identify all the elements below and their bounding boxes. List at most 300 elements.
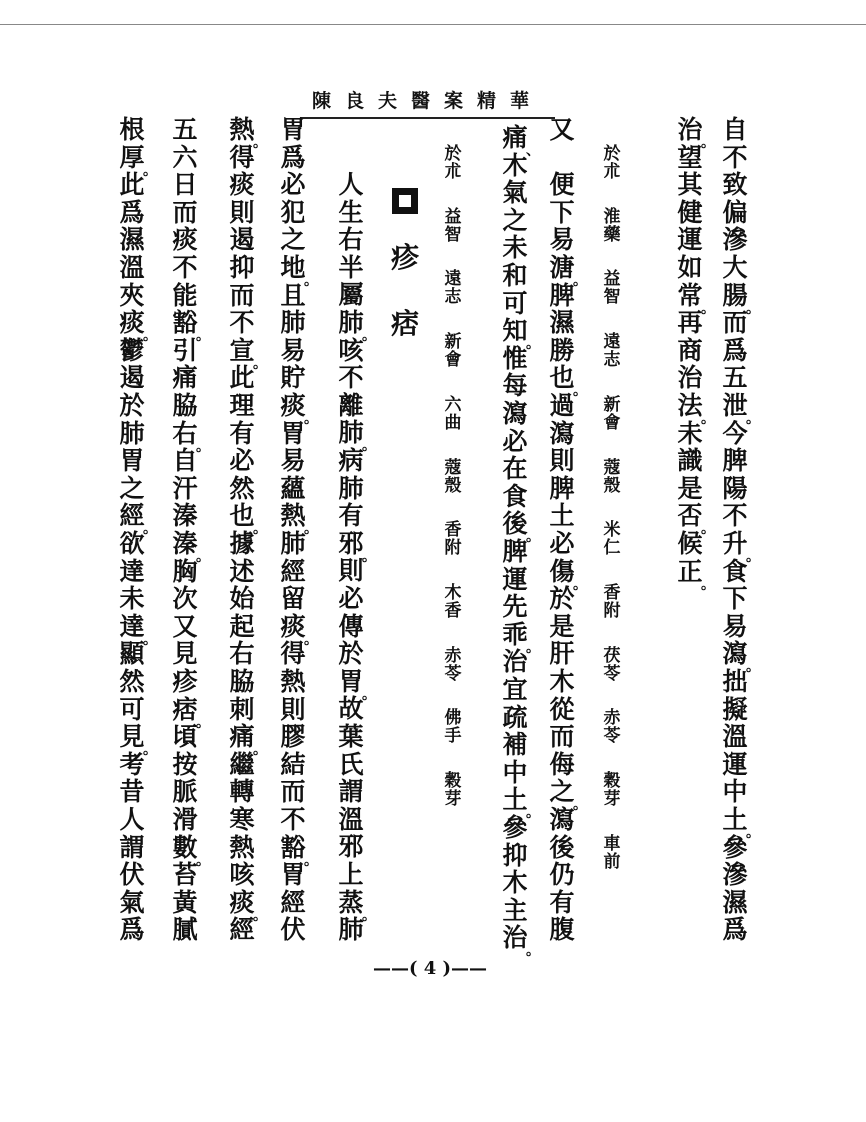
character: 上: [338, 860, 364, 889]
character: 可: [119, 694, 145, 724]
herb-item: 於 朮: [603, 144, 621, 182]
section-heading-char-2: 痞: [390, 307, 419, 340]
character: 中: [502, 757, 528, 787]
character: 必: [280, 170, 306, 200]
character: 下: [722, 584, 748, 614]
character: 寒: [229, 805, 255, 834]
character: 日: [172, 170, 198, 200]
character: 運: [722, 749, 748, 779]
character: 昔: [119, 777, 145, 807]
character: 邪: [338, 832, 364, 862]
character: 半: [338, 252, 364, 282]
character: 溫: [338, 804, 364, 834]
character: 右: [229, 639, 255, 669]
character: 痰: [280, 391, 306, 420]
character: 厚: [119, 142, 145, 172]
character: 易: [549, 225, 575, 255]
character: 汗: [172, 473, 198, 503]
punctuation-mark: 。: [701, 300, 715, 317]
character: 治: [677, 363, 703, 393]
character: 生: [338, 197, 364, 227]
character: 五: [722, 363, 748, 393]
character: 食: [502, 481, 528, 511]
character: 拙: [722, 667, 748, 696]
character: 之: [549, 777, 575, 807]
character: 葉: [338, 722, 364, 751]
prescription-1: [600, 0, 624, 900]
character: 蒸: [338, 887, 364, 917]
character: 痰: [229, 170, 255, 200]
character: 法: [677, 391, 703, 420]
character: 又: [549, 115, 575, 144]
herb-item: 蔻 殼: [444, 457, 462, 496]
character: 望: [677, 142, 703, 172]
character: 貯: [280, 363, 306, 393]
character: 留: [280, 584, 306, 614]
character: 常: [677, 280, 703, 310]
punctuation-mark: 。: [196, 852, 210, 869]
character: 右: [172, 418, 198, 448]
punctuation-mark: 。: [143, 328, 157, 345]
character: 則: [229, 197, 255, 227]
character: 不: [722, 501, 748, 531]
character: 則: [280, 694, 306, 724]
punctuation-mark: 。: [746, 549, 760, 565]
herb-item: 遠 志: [603, 332, 621, 371]
character: 咳: [338, 335, 364, 365]
punctuation-mark: 。: [304, 411, 318, 427]
text-column-6: [276, 0, 320, 960]
character: 之: [119, 473, 145, 503]
text-column-8: [168, 0, 212, 960]
character: 未: [502, 233, 528, 263]
character: 再: [677, 308, 703, 338]
character: 陽: [722, 473, 748, 503]
character: 爲: [722, 335, 748, 365]
character: 在: [502, 454, 528, 484]
character: 濕: [722, 887, 748, 917]
character: 然: [229, 473, 255, 503]
character: 其: [677, 170, 703, 200]
punctuation-mark: 。: [304, 521, 318, 538]
punctuation-mark: 。: [304, 631, 318, 648]
character: 熱: [229, 115, 255, 144]
character: 宣: [229, 335, 255, 365]
character: 故: [338, 694, 364, 724]
character: 不: [229, 308, 255, 338]
punctuation-mark: 。: [253, 521, 267, 538]
character: 伏: [119, 860, 145, 890]
character: 濕: [549, 308, 575, 338]
character: 木: [502, 868, 528, 898]
character: 運: [677, 225, 703, 255]
herb-item: 米 仁: [603, 520, 621, 559]
text-column-1: [718, 0, 762, 960]
character: 瀉: [549, 805, 575, 834]
character: 未: [677, 418, 703, 448]
herb-item: 益 智: [603, 269, 621, 308]
punctuation-mark: 。: [701, 576, 715, 593]
character: 後: [502, 509, 528, 539]
character: 見: [172, 639, 198, 669]
character: 下: [549, 197, 575, 227]
punctuation-mark: 。: [362, 328, 376, 344]
character: 脇: [172, 391, 198, 420]
character: 有: [549, 887, 575, 917]
character: 偏: [722, 197, 748, 227]
character: 據: [229, 529, 255, 558]
character: 爲: [119, 197, 145, 227]
herb-item: 赤 苓: [603, 708, 621, 747]
character: 始: [229, 584, 255, 614]
character: 五: [172, 115, 198, 144]
character: 得: [229, 142, 255, 172]
character: 謂: [338, 777, 364, 807]
character: 謂: [119, 832, 145, 862]
character: 而: [549, 722, 575, 752]
punctuation-mark: 。: [701, 411, 715, 427]
character: 氣: [119, 887, 145, 917]
character: 惟: [502, 343, 528, 373]
text-column-7: [225, 0, 269, 960]
character: 健: [677, 197, 703, 227]
character: 豁: [172, 308, 198, 338]
character: 必: [502, 426, 528, 456]
character: 痰: [229, 887, 255, 917]
character: 便: [549, 170, 575, 200]
section-marker-icon: [392, 188, 418, 214]
character: 此: [229, 363, 255, 393]
punctuation-mark: 。: [253, 355, 267, 372]
character: 邪: [338, 528, 364, 558]
herb-item: 益 智: [444, 206, 462, 245]
character: 有: [229, 418, 255, 448]
character: 必: [338, 584, 364, 613]
character: 熱: [229, 832, 255, 862]
character: 屬: [338, 280, 364, 310]
character: 之: [280, 225, 306, 255]
punctuation-mark: 。: [573, 383, 587, 400]
character: 致: [722, 170, 748, 200]
punctuation-mark: 。: [253, 742, 267, 759]
character: 鬱: [119, 335, 145, 365]
character: 痞: [172, 694, 198, 724]
punctuation-mark: 。: [304, 273, 318, 289]
punctuation-mark: 。: [253, 907, 267, 924]
character: 經: [280, 556, 306, 586]
character: 欲: [119, 529, 145, 558]
page-number: ——( 4 )——: [372, 958, 488, 979]
character: 而: [172, 197, 198, 227]
character: 脾: [549, 473, 575, 503]
character: 起: [229, 611, 255, 641]
character: 自: [172, 446, 198, 476]
punctuation-mark: 。: [143, 162, 157, 179]
character: 傳: [338, 611, 364, 641]
punctuation-mark: 。: [701, 135, 715, 151]
character: 胸: [172, 556, 198, 586]
herb-item: 穀 芽: [603, 771, 621, 809]
character: 可: [502, 288, 528, 318]
character: 痛: [172, 363, 198, 393]
character: 溱: [172, 501, 198, 531]
character: 勝: [549, 335, 575, 365]
herb-item: 六 曲: [444, 394, 462, 433]
character: 顯: [119, 639, 145, 669]
character: 滲: [722, 860, 748, 890]
character: 必: [549, 529, 575, 558]
character: 傷: [549, 556, 575, 586]
character: 人: [338, 170, 364, 199]
character: 滑: [172, 805, 198, 834]
character: 治: [502, 923, 528, 953]
character: 述: [229, 556, 255, 586]
character: 繼: [229, 749, 255, 779]
character: 參: [502, 813, 528, 842]
herb-item: 車 前: [603, 833, 621, 872]
character: 理: [229, 391, 255, 420]
section-heading-char-1: 疹: [390, 241, 419, 274]
character: 爲: [722, 915, 748, 945]
punctuation-mark: 。: [362, 686, 376, 703]
herb-item: 茯 苓: [603, 645, 621, 684]
character: 豁: [280, 832, 306, 862]
character: 瀉: [502, 399, 528, 428]
punctuation-mark: 。: [701, 521, 715, 538]
character: 腹: [549, 915, 575, 945]
character: 痰: [172, 225, 198, 255]
character: 自: [722, 115, 748, 144]
character: 肝: [549, 639, 575, 669]
punctuation-mark: 。: [746, 411, 760, 427]
text-column-5: [334, 0, 378, 960]
punctuation-mark: 。: [526, 943, 540, 960]
character: 爲: [280, 142, 306, 172]
character: 抑: [502, 840, 528, 870]
character: 氏: [338, 749, 364, 779]
character: 仍: [549, 860, 575, 890]
herb-item: 蔻 殼: [603, 457, 621, 496]
character: 咳: [229, 860, 255, 890]
punctuation-mark: 。: [196, 714, 210, 731]
character: 而: [722, 308, 748, 338]
punctuation-mark: 。: [196, 549, 210, 565]
character: 土: [722, 805, 748, 834]
character: 腸: [722, 280, 748, 310]
character: 肺: [280, 308, 306, 338]
character: 疹: [172, 667, 198, 696]
character: 地: [280, 253, 306, 282]
character: 而: [280, 777, 306, 807]
character: 右: [338, 225, 364, 255]
character: 也: [229, 501, 255, 531]
text-column-3: [545, 0, 589, 960]
character: 次: [172, 584, 198, 614]
character: 此: [119, 170, 145, 200]
character: 肺: [338, 418, 364, 448]
character: 治: [677, 115, 703, 144]
herb-item: 穀 芽: [444, 771, 462, 809]
character: 有: [338, 501, 364, 531]
character: 否: [677, 501, 703, 531]
character: 瀉: [549, 418, 575, 448]
character: 每: [502, 371, 528, 401]
herb-item: 香 附: [444, 520, 462, 559]
character: 泄: [722, 391, 748, 420]
character: 土: [549, 501, 575, 531]
character: 經: [280, 887, 306, 917]
punctuation-mark: 。: [526, 639, 540, 656]
character: 按: [172, 749, 198, 779]
character: 脈: [172, 777, 198, 807]
character: 離: [338, 390, 364, 420]
character: 脾: [722, 446, 748, 476]
character: 痛: [502, 123, 528, 152]
character: 不: [722, 142, 748, 172]
character: 達: [119, 556, 145, 586]
punctuation-mark: 。: [304, 852, 318, 869]
character: 商: [677, 335, 703, 365]
punctuation-mark: 。: [143, 742, 157, 759]
character: 土: [502, 785, 528, 815]
character: 六: [172, 142, 198, 172]
character: 溫: [119, 253, 145, 282]
punctuation-mark: 。: [746, 825, 760, 841]
character: 主: [502, 895, 528, 925]
punctuation-mark: 。: [746, 300, 760, 317]
character: 參: [722, 832, 748, 862]
character: 大: [722, 253, 748, 282]
character: 濕: [119, 225, 145, 255]
character: 蘊: [280, 473, 306, 503]
character: 溱: [172, 529, 198, 558]
prescription-2: [441, 0, 465, 900]
punctuation-mark: 。: [196, 328, 210, 345]
text-column-4: [498, 0, 542, 960]
character: 過: [549, 391, 575, 420]
character: 治: [502, 647, 528, 677]
character: 木: [502, 150, 528, 180]
punctuation-mark: 。: [573, 273, 587, 289]
character: 膩: [172, 915, 198, 945]
character: 黃: [172, 887, 198, 917]
punctuation-mark: 。: [362, 907, 376, 924]
character: 胃: [338, 666, 364, 696]
character: 運: [502, 564, 528, 594]
character: 於: [338, 639, 364, 669]
punctuation-mark: 。: [573, 576, 587, 593]
character: 爲: [119, 915, 145, 945]
punctuation-mark: 。: [253, 135, 267, 151]
punctuation-mark: 。: [526, 805, 540, 822]
character: 胃: [280, 860, 306, 890]
punctuation-mark: 、: [526, 143, 540, 159]
character: 轉: [229, 777, 255, 807]
character: 於: [119, 391, 145, 420]
character: 肺: [119, 418, 145, 448]
character: 不: [172, 253, 198, 282]
character: 升: [722, 529, 748, 558]
character: 則: [338, 556, 364, 586]
character: 和: [502, 261, 528, 290]
character: 未: [119, 584, 145, 614]
character: 抑: [229, 253, 255, 282]
character: 必: [229, 446, 255, 476]
character: 又: [172, 611, 198, 641]
character: 侮: [549, 749, 575, 779]
character: 易: [280, 446, 306, 476]
character: 瀉: [722, 639, 748, 669]
character: 脇: [229, 667, 255, 696]
character: 經: [229, 915, 255, 945]
character: 知: [502, 316, 528, 346]
character: 溫: [722, 722, 748, 752]
punctuation-mark: 。: [196, 438, 210, 455]
character: 伏: [280, 915, 306, 945]
character: 膠: [280, 722, 306, 752]
herb-item: 佛 手: [444, 708, 462, 747]
herb-item: 香 附: [603, 582, 621, 621]
character: 人: [119, 805, 145, 834]
character: 結: [280, 749, 306, 779]
character: 痰: [280, 611, 306, 641]
character: 木: [549, 667, 575, 696]
text-column-9: [115, 0, 159, 960]
punctuation-mark: 。: [143, 631, 157, 648]
character: 則: [549, 446, 575, 476]
character: 根: [119, 115, 145, 144]
running-header: 陳良夫醫案精華: [311, 90, 543, 112]
character: 後: [549, 832, 575, 862]
character: 胃: [280, 418, 306, 448]
character: 食: [722, 556, 748, 586]
punctuation-mark: 。: [362, 548, 376, 565]
character: 遏: [229, 225, 255, 255]
character: 得: [280, 639, 306, 669]
punctuation-mark: 。: [746, 659, 760, 676]
character: 熱: [280, 667, 306, 696]
character: 刺: [229, 694, 255, 724]
character: 於: [549, 584, 575, 614]
character: 脾: [502, 537, 528, 566]
character: 見: [119, 722, 145, 752]
herb-item: 於 朮: [444, 144, 462, 182]
character: 胃: [119, 446, 145, 476]
character: 滲: [722, 225, 748, 255]
character: 達: [119, 611, 145, 641]
character: 肺: [338, 915, 364, 945]
character: 夾: [119, 280, 145, 310]
herb-item: 新 會: [603, 394, 621, 433]
character: 候: [677, 529, 703, 558]
punctuation-mark: 。: [362, 438, 376, 455]
character: 能: [172, 280, 198, 310]
character: 溏: [549, 253, 575, 282]
character: 乖: [502, 619, 528, 649]
character: 且: [280, 280, 306, 310]
character: 病: [338, 446, 364, 475]
character: 苔: [172, 860, 198, 890]
character: 考: [119, 749, 145, 779]
character: 熱: [280, 501, 306, 531]
character: 也: [549, 363, 575, 393]
herb-item: 新 會: [444, 332, 462, 371]
character: 數: [172, 832, 198, 862]
character: 經: [119, 501, 145, 531]
punctuation-mark: 。: [143, 521, 157, 538]
punctuation-mark: 。: [573, 797, 587, 814]
character: 不: [338, 363, 364, 393]
